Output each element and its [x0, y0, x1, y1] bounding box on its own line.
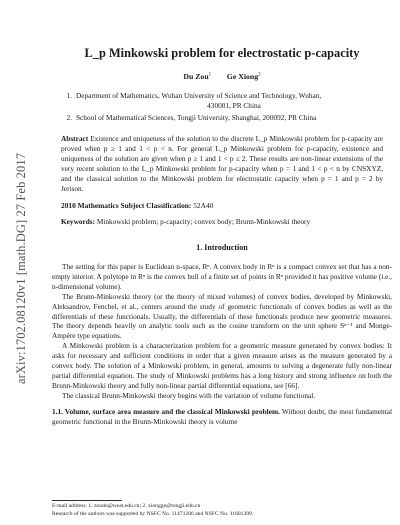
affiliations: [52, 91, 392, 123]
keywords-label: Keywords:: [61, 217, 96, 226]
paper-content: [52, 0, 392, 427]
paragraph: The setting for this paper is Euclidean n-space, Rⁿ. A convex body in Rⁿ is a compact convex set that has a non-empty interior. A polytope in Rⁿ is the convex hull of a finite set of points in Rⁿ provided it has positive volume (i.e., n-dimensional volume).: [52, 262, 392, 291]
footnote-rule: [52, 500, 122, 501]
affiliation-text: [76, 91, 392, 111]
affiliation-line: Department of Mathematics, Wuhan University of Science and Technology, Wuhan,: [76, 91, 322, 100]
footnote-funding: Research of the authors was supported by NSFC No. 11471206 and NSFC No. 11601399.: [52, 510, 254, 517]
keywords-value: Minkowski problem; p-capacity; convex body; Brunn-Minkowski theory: [96, 217, 311, 226]
paper-title: L_p Minkowski problem for electrostatic p-capacity: [84, 46, 360, 60]
affiliation-item: [52, 113, 392, 123]
introduction-body: [52, 262, 392, 401]
msc-label: 2010 Mathematics Subject Classification:: [61, 201, 192, 210]
abstract-text: Existence and uniqueness of the solution to the discrete L_p Minkowski problem for p-capacity are proved when p ≥ 1 and 1 < p < n. For general L_p Minkowski problem for p-capacity, existence and uniqueness of the solution are given when p ≥ 1 and 1 < p ≤ 2. These results are non-linear extensions of the very recent solution to the L_p Minkowski problem for p-capacity when p = 1 and 1 < p < n by CNSXYZ, and the classical solution to the Minkowski problem for electrostatic capacity when p = 1 and p = 2 by Jerison.: [61, 134, 383, 193]
affiliation-number: 1.: [66, 91, 72, 100]
affiliation-text: School of Mathematical Sciences, Tongji University, Shanghai, 200092, PR China: [76, 113, 317, 122]
paragraph: The classical Brunn-Minkowski theory begins with the variation of volume functional.: [62, 390, 316, 400]
author-affil-mark: 1: [208, 72, 212, 78]
author-affil-mark: 2: [258, 72, 261, 78]
affiliation-line: 430081, PR China: [207, 101, 261, 110]
author-name: Ge Xiong: [226, 72, 259, 81]
subsection-heading: 1.1. Volume, surface area measure and the classical Minkowski problem.: [52, 406, 280, 416]
abstract: [61, 134, 383, 194]
keywords: [61, 217, 383, 226]
footnotes: [52, 500, 392, 518]
msc-classification: [61, 201, 383, 210]
paragraph: A Minkowski problem is a characterization problem for a geometric measure generated by convex bodies: It asks for necessary and sufficient conditions in order that a given measure arises as the measure generated by a convex body. The solution of a Minkowski problem, in general, amounts to solving a degenerate fully non-linear partial differential equation. The study of Minkowski problems has a long history and strong influence on both the Brunn-Minkowski theory and fully non-linear partial differential equations, see [66].: [52, 341, 392, 390]
section-heading: 1. Introduction: [196, 243, 248, 252]
affiliation-item: [52, 91, 392, 111]
affiliation-number: 2.: [66, 113, 72, 122]
footnote-emails: E-mail address: 1. zoudu@wust.edu.cn; 2. xiongge@tongji.edu.cn: [52, 503, 201, 509]
abstract-label: Abstract: [61, 134, 89, 143]
author-name: Du Zou: [183, 72, 209, 81]
arxiv-identifier: arXiv:1702.08120v1 [math.DG] 27 Feb 2017: [14, 152, 28, 384]
msc-value: 52A40: [193, 201, 214, 210]
subsection-text: Without doubt, the most fundamental geometric functional in the Brunn-Minkowski theory is volume: [52, 406, 392, 426]
paragraph: The Brunn-Minkowski theory (or the theory of mixed volumes) of convex bodies, developed by Minkowski, Aleksandrov, Fenchel, et al., centers around the study of geometric functionals of convex bodies as well as the differentials of these functionals. Usually, the differentials of these functionals produce new geometric measures. The theory depends heavily on analytic tools such as the cosine transform on the unit sphere Sⁿ⁻¹ and Monge-Ampère type equations.: [52, 291, 392, 341]
subsection-1-1: [52, 407, 392, 427]
author-line: [52, 72, 392, 81]
